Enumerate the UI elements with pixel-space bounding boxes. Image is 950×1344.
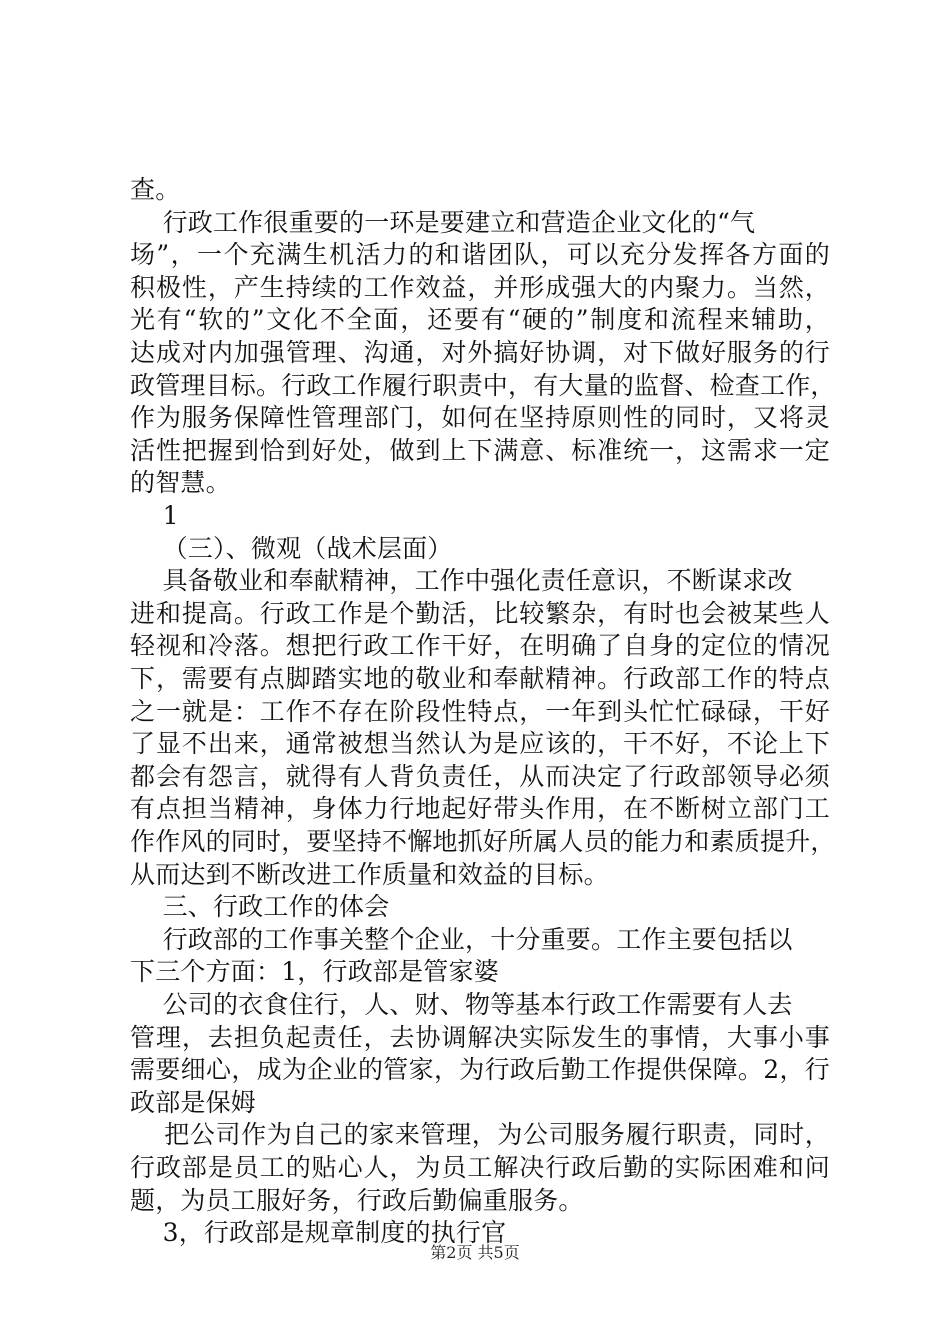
text-line: 之一就是：工作不存在阶段性特点，一年到头忙忙碌碌，干好 [130, 696, 830, 726]
text-line: 政管理目标。行政工作履行职责中，有大量的监督、检查工作， [130, 370, 836, 400]
page-footer: 第2页 共5页 [430, 1243, 520, 1262]
text-line: 公司的衣食住行，人、财、物等基本行政工作需要有人去 [130, 990, 793, 1019]
text-line: 作作风的同时，要坚持不懈地抓好所属人员的能力和素质提升， [130, 827, 836, 856]
text-line: 三、行政工作的体会 [130, 892, 390, 922]
text-line: 下，需要有点脚踏实地的敬业和奉献精神。行政部工作的特点 [130, 664, 830, 693]
text-line: 政部是保姆 [130, 1087, 257, 1117]
text-line: 有点担当精神，身体力行地起好带头作用，在不断树立部门工 [130, 794, 830, 824]
text-line: 题，为员工服好务，行政后勤偏重服务。 [130, 1185, 584, 1215]
text-line: 具备敬业和奉献精神，工作中强化责任意识，不断谋求改 [130, 566, 793, 596]
text-line: 进和提高。行政工作是个勤活，比较繁杂，有时也会被某些人 [130, 598, 830, 628]
text-line: 了显不出来，通常被想当然认为是应该的，干不好，不论上下 [130, 729, 830, 759]
text-line: 作为服务保障性管理部门，如何在坚持原则性的同时，又将灵 [130, 403, 830, 433]
text-line: 下三个方面：1，行政部是管家婆 [130, 957, 499, 987]
text-line: 活性把握到恰到好处，做到上下满意、标准统一，这需求一定 [130, 435, 830, 465]
text-line: 光有“软的”文化不全面，还要有“硬的”制度和流程来辅助， [130, 305, 830, 335]
text-line: （三）、微观（战术层面） [130, 533, 453, 563]
text-line: 达成对内加强管理、沟通，对外搞好协调，对下做好服务的行 [130, 338, 830, 367]
text-line: 都会有怨言，就得有人背负责任，从而决定了行政部领导必须 [130, 761, 830, 791]
text-line: 行政部的工作事关整个企业，十分重要。工作主要包括以 [130, 924, 793, 954]
text-line: 把公司作为自己的家来管理，为公司服务履行职责，同时， [130, 1120, 830, 1150]
text-line: 1 [130, 501, 179, 530]
text-line: 需要细心，成为企业的管家，为行政后勤工作提供保障。2，行 [130, 1055, 830, 1085]
text-line: 行政工作很重要的一环是要建立和营造企业文化的“气 [130, 207, 756, 237]
text-line: 3，行政部是规章制度的执行官 [130, 1218, 507, 1248]
text-line: 轻视和冷落。想把行政工作干好，在明确了自身的定位的情况 [130, 631, 830, 661]
text-line: 场”，一个充满生机活力的和谐团队，可以充分发挥各方面的 [130, 240, 830, 270]
text-line: 的智慧。 [130, 468, 231, 498]
text-line: 管理，去担负起责任，去协调解决实际发生的事情，大事小事 [130, 1022, 830, 1052]
text-line: 积极性，产生持续的工作效益，并形成强大的内聚力。当然， [130, 272, 830, 302]
text-line: 行政部是员工的贴心人，为员工解决行政后勤的实际困难和问 [130, 1153, 830, 1182]
text-line: 查。 [130, 175, 181, 204]
text-line: 从而达到不断改进工作质量和效益的目标。 [130, 859, 609, 889]
